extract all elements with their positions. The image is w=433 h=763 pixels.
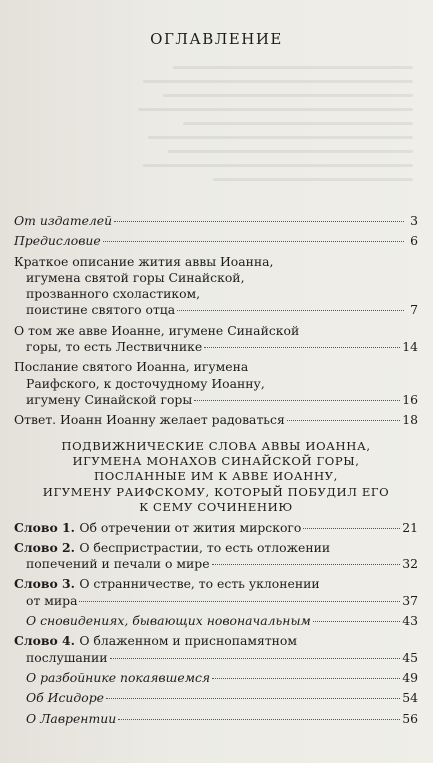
section-heading-line: ПОДВИЖНИЧЕСКИЕ СЛОВА АВВЫ ИОАННА, xyxy=(61,438,371,453)
toc-entry-line xyxy=(14,690,418,706)
toc-entry-text: Краткое описание жития аввы Иоанна, xyxy=(14,253,274,269)
toc-entry-line xyxy=(14,392,418,408)
dot-leader xyxy=(110,658,401,659)
toc-entry-text: Раифского, к досточудному Иоанну, xyxy=(26,375,265,391)
toc-entry[interactable] xyxy=(14,412,418,428)
section-heading-line: ИГУМЕНУ РАИФСКОМУ, КОТОРЫЙ ПОБУДИЛ ЕГО xyxy=(42,484,390,499)
dot-leader xyxy=(194,400,400,401)
toc-entry-text: От издателей xyxy=(14,213,113,228)
dot-leader xyxy=(303,528,400,529)
toc-entry-line xyxy=(14,613,418,629)
toc-entry-text xyxy=(14,633,297,648)
toc-entry-text: игумену Синайской горы xyxy=(26,391,193,407)
toc-entry-text: Предисловие xyxy=(14,233,101,249)
toc-entry-label: Слово 4. xyxy=(14,633,80,649)
toc-entry[interactable] xyxy=(14,540,418,573)
page-number: 45 xyxy=(402,649,418,665)
page-number: 16 xyxy=(402,391,418,407)
dot-leader xyxy=(204,347,400,348)
toc-entry-line xyxy=(14,213,418,229)
page-title: ОГЛАВЛЕНИЕ xyxy=(150,30,283,48)
toc-entry-text: Послание святого Иоанна, игумена xyxy=(14,359,249,375)
toc-entry-text: О том же авве Иоанне, игумене Синайской xyxy=(14,322,300,338)
section-heading-line: К СЕМУ СОЧИНЕНИЮ xyxy=(139,500,293,515)
toc-entry-text: послушании xyxy=(26,649,108,665)
page-number: 21 xyxy=(402,519,418,535)
toc-entry-text: от мира xyxy=(26,592,78,608)
toc-entry-text xyxy=(14,540,330,555)
section-heading xyxy=(14,439,418,516)
toc-entry-line xyxy=(14,576,418,592)
page-number: 32 xyxy=(402,556,418,572)
toc-entry[interactable] xyxy=(14,576,418,609)
page-number: 54 xyxy=(402,690,418,706)
toc-entry-text xyxy=(14,520,301,536)
table-of-contents xyxy=(14,209,418,727)
page-number: 14 xyxy=(402,339,418,355)
toc-entry-text: прозванного схоластиком, xyxy=(26,286,201,302)
toc-entry[interactable] xyxy=(14,613,418,629)
toc-entry[interactable] xyxy=(14,633,418,666)
toc-entry-text: Об Исидоре xyxy=(26,690,104,706)
toc-entry-label: Слово 1. xyxy=(14,519,80,535)
toc-entry[interactable] xyxy=(14,359,418,408)
page-number: 3 xyxy=(410,213,418,228)
dot-leader xyxy=(212,678,400,679)
page-number: 49 xyxy=(402,669,418,685)
toc-entry[interactable] xyxy=(14,690,418,706)
toc-entry-text: горы, то есть Лествичнике xyxy=(26,339,203,355)
toc-entry-text: поистине святого отца xyxy=(26,302,176,318)
toc-entry[interactable] xyxy=(14,670,418,686)
toc-entry-line xyxy=(14,270,418,286)
toc-entry[interactable] xyxy=(14,323,418,356)
toc-entry-text-part: О блаженном и приснопамятном xyxy=(79,633,298,649)
page-number: 18 xyxy=(402,412,418,428)
toc-entry-text-part: Об отречении от жития мирского xyxy=(79,519,302,535)
dot-leader xyxy=(79,601,400,602)
toc-entry-label: Слово 2. xyxy=(14,539,80,555)
toc-entry-line xyxy=(14,286,418,302)
toc-entry-line xyxy=(14,376,418,392)
dot-leader xyxy=(287,420,400,421)
toc-entry[interactable] xyxy=(14,711,418,727)
toc-entry[interactable] xyxy=(14,213,418,229)
toc-entry-text: Ответ. Иоанн Иоанну желает радоваться xyxy=(14,412,285,428)
toc-entry-label: Слово 3. xyxy=(14,576,80,592)
toc-entry-text: О Лаврентии xyxy=(26,710,117,726)
page-number: 56 xyxy=(402,710,418,726)
page-number: 43 xyxy=(402,613,418,629)
dot-leader xyxy=(114,221,404,222)
dot-leader xyxy=(212,564,401,565)
words-list xyxy=(14,520,418,727)
toc-entry-line xyxy=(14,412,418,428)
dot-leader xyxy=(313,621,400,622)
toc-entry-line xyxy=(14,254,418,270)
dot-leader xyxy=(103,241,404,242)
toc-entry-line xyxy=(14,302,418,318)
page-number: 6 xyxy=(410,233,418,249)
toc-entry[interactable] xyxy=(14,254,418,319)
toc-entry-text-part: О странничестве, то есть уклонении xyxy=(79,576,320,592)
toc-entry-text: попечений и печали о мире xyxy=(26,556,210,572)
toc-entry-line xyxy=(14,323,418,339)
front-matter-list xyxy=(14,213,418,429)
section-heading-line: ИГУМЕНА МОНАХОВ СИНАЙСКОЙ ГОРЫ, xyxy=(72,453,360,468)
toc-entry-text: О разбойнике покаявшемся xyxy=(26,669,211,685)
toc-entry-line xyxy=(14,711,418,727)
toc-entry-text: О сновидениях, бывающих новоначальным xyxy=(26,613,311,629)
toc-entry-text-part: О беспристрастии, то есть отложении xyxy=(79,539,331,555)
toc-entry[interactable] xyxy=(14,520,418,536)
dot-leader xyxy=(118,719,400,720)
page-number: 7 xyxy=(410,302,418,318)
toc-entry-line xyxy=(14,233,418,249)
toc-entry-line xyxy=(14,540,418,556)
toc-entry-line xyxy=(14,593,418,609)
toc-entry[interactable] xyxy=(14,233,418,249)
toc-entry-text: игумена святой горы Синайской, xyxy=(26,269,245,285)
toc-entry-text xyxy=(14,576,320,591)
section-heading-line: ПОСЛАННЫЕ ИМ К АВВЕ ИОАННУ, xyxy=(94,469,338,484)
page-number: 37 xyxy=(402,592,418,608)
toc-entry-line xyxy=(14,520,418,536)
dot-leader xyxy=(106,698,400,699)
toc-entry-line xyxy=(14,556,418,572)
toc-entry-line xyxy=(14,650,418,666)
dot-leader xyxy=(177,310,404,311)
toc-entry-line xyxy=(14,359,418,375)
toc-entry-line xyxy=(14,670,418,686)
toc-entry-line xyxy=(14,339,418,355)
toc-entry-line xyxy=(14,633,418,649)
